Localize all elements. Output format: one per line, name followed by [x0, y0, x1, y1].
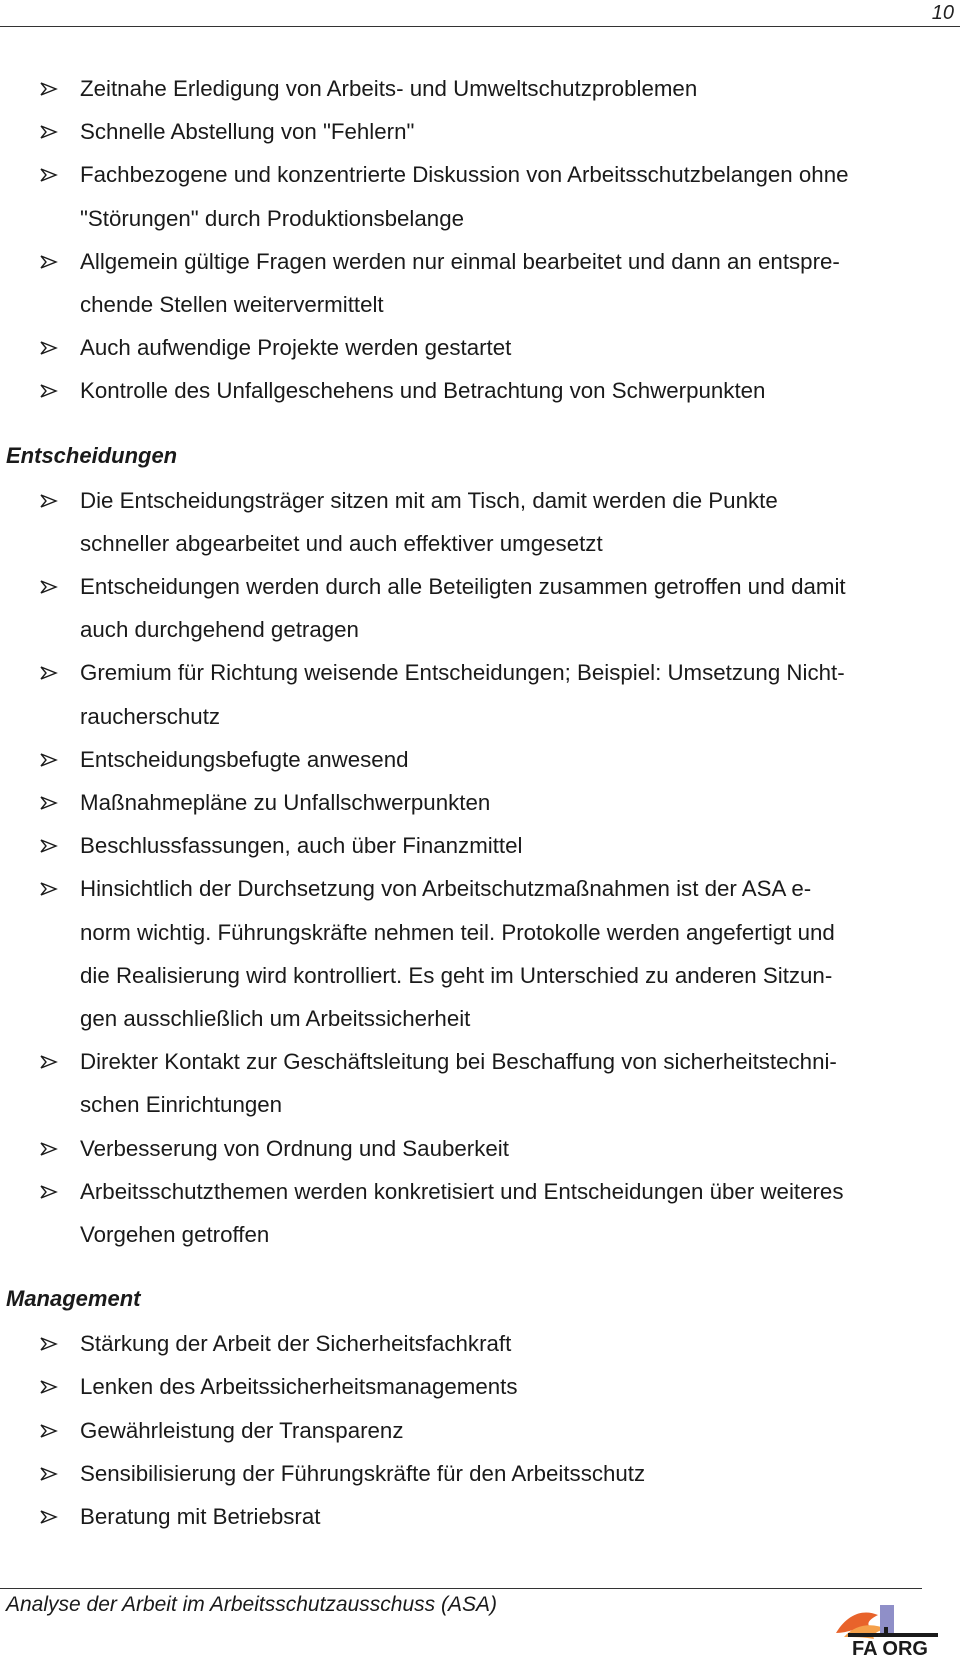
list-item-line: raucherschutz — [80, 703, 221, 729]
list-item — [0, 1127, 950, 1170]
arrow-bullet-icon — [40, 1337, 58, 1351]
section-title-entscheidungen: Entscheidungen — [6, 442, 178, 468]
list-item — [0, 1322, 950, 1365]
list-item-line: die Realisierung wird kontrolliert. Es geht im Unterschied zu anderen Sitzun- — [80, 962, 833, 988]
list-item — [0, 369, 950, 412]
list-item — [0, 1170, 950, 1256]
arrow-bullet-icon — [40, 1424, 58, 1438]
list-item-line: Arbeitsschutzthemen werden konkretisiert und Entscheidungen über weiteres — [80, 1178, 844, 1204]
arrow-bullet-icon — [40, 796, 58, 810]
section-title-management: Management — [6, 1286, 141, 1312]
list-item-line: chende Stellen weitervermittelt — [80, 292, 384, 318]
list-item-line: Entscheidungen werden durch alle Beteiligten zusammen getroffen und damit — [80, 574, 846, 600]
arrow-bullet-icon — [40, 1380, 58, 1394]
list-item-line: Gewährleistung der Transparenz — [80, 1417, 404, 1443]
arrow-bullet-icon — [40, 494, 58, 508]
list-item — [0, 1365, 950, 1408]
footer-title: Analyse der Arbeit im Arbeitsschutzausschuss (ASA) — [6, 1593, 497, 1616]
list-item — [0, 153, 950, 239]
arrow-bullet-icon — [40, 384, 58, 398]
list-item-line: Beschlussfassungen, auch über Finanzmittel — [80, 833, 523, 859]
list-item — [0, 110, 950, 153]
arrow-bullet-icon — [40, 882, 58, 896]
list-item — [0, 479, 950, 565]
logo-beam-post — [884, 1627, 888, 1637]
list-item — [0, 67, 950, 110]
arrow-bullet-icon — [40, 666, 58, 680]
list-item-line: Verbesserung von Ordnung und Sauberkeit — [80, 1135, 509, 1161]
list-item-line: Lenken des Arbeitssicherheitsmanagements — [80, 1374, 518, 1400]
list-item-line: Allgemein gültige Fragen werden nur einmal bearbeitet und dann an entspre- — [80, 248, 840, 274]
arrow-bullet-icon — [40, 125, 58, 139]
arrow-bullet-icon — [40, 1467, 58, 1481]
list-item — [0, 651, 950, 737]
list-item — [0, 867, 950, 1040]
entscheidungen-bullet-list — [0, 479, 950, 1257]
list-item-line: schneller abgearbeitet und auch effektiver umgesetzt — [80, 530, 603, 556]
list-item — [0, 1040, 950, 1126]
list-item — [0, 1409, 950, 1452]
list-item-line: Schnelle Abstellung von "Fehlern" — [80, 119, 415, 145]
list-item-line: Auch aufwendige Projekte werden gestartet — [80, 335, 512, 361]
logo-beam-horizontal — [848, 1633, 938, 1637]
arrow-bullet-icon — [40, 255, 58, 269]
arrow-bullet-icon — [40, 753, 58, 767]
list-item-line: auch durchgehend getragen — [80, 617, 359, 643]
list-item-line: Fachbezogene und konzentrierte Diskussion von Arbeitsschutzbelangen ohne — [80, 162, 849, 188]
arrow-bullet-icon — [40, 1142, 58, 1156]
header-rule — [0, 26, 960, 27]
management-bullet-list — [0, 1322, 950, 1538]
list-item-line: Entscheidungsbefugte anwesend — [80, 746, 409, 772]
intro-bullet-list — [0, 67, 950, 413]
arrow-bullet-icon — [40, 341, 58, 355]
list-item-line: gen ausschließlich um Arbeitssicherheit — [80, 1006, 471, 1032]
document-body — [0, 67, 950, 1538]
list-item — [0, 1452, 950, 1495]
list-item-line: norm wichtig. Führungskräfte nehmen teil. Protokolle werden angefertigt und — [80, 919, 835, 945]
list-item — [0, 240, 950, 326]
list-item — [0, 1495, 950, 1538]
list-item-line: Kontrolle des Unfallgeschehens und Betrachtung von Schwerpunkten — [80, 378, 766, 404]
list-item-line: Zeitnahe Erledigung von Arbeits- und Umweltschutzproblemen — [80, 76, 698, 101]
arrow-bullet-icon — [40, 1510, 58, 1524]
list-item-line: Beratung mit Betriebsrat — [80, 1504, 321, 1530]
list-item — [0, 326, 950, 369]
footer-rule — [0, 1588, 922, 1589]
arrow-bullet-icon — [40, 1185, 58, 1199]
logo-text: FA ORG — [852, 1638, 928, 1658]
list-item-line: Gremium für Richtung weisende Entscheidungen; Beispiel: Umsetzung Nicht- — [80, 660, 845, 686]
list-item-line: "Störungen" durch Produktionsbelange — [80, 205, 464, 231]
list-item — [0, 781, 950, 824]
fa-org-logo — [834, 1593, 944, 1658]
arrow-bullet-icon — [40, 168, 58, 182]
list-item-line: Vorgehen getroffen — [80, 1222, 270, 1248]
list-item-line: schen Einrichtungen — [80, 1092, 283, 1118]
list-item-line: Stärkung der Arbeit der Sicherheitsfachkraft — [80, 1331, 512, 1357]
list-item-line: Maßnahmepläne zu Unfallschwerpunkten — [80, 790, 491, 816]
arrow-bullet-icon — [40, 580, 58, 594]
list-item-line: Die Entscheidungsträger sitzen mit am Tisch, damit werden die Punkte — [80, 487, 778, 513]
list-item — [0, 738, 950, 781]
list-item-line: Sensibilisierung der Führungskräfte für den Arbeitsschutz — [80, 1460, 646, 1486]
list-item — [0, 565, 950, 651]
page-number: 10 — [931, 2, 954, 24]
list-item — [0, 824, 950, 867]
arrow-bullet-icon — [40, 1055, 58, 1069]
list-item-line: Direkter Kontakt zur Geschäftsleitung bei Beschaffung von sicherheitstechni- — [80, 1049, 837, 1075]
list-item-line: Hinsichtlich der Durchsetzung von Arbeitschutzmaßnahmen ist der ASA e- — [80, 876, 812, 902]
arrow-bullet-icon — [40, 82, 58, 96]
arrow-bullet-icon — [40, 839, 58, 853]
